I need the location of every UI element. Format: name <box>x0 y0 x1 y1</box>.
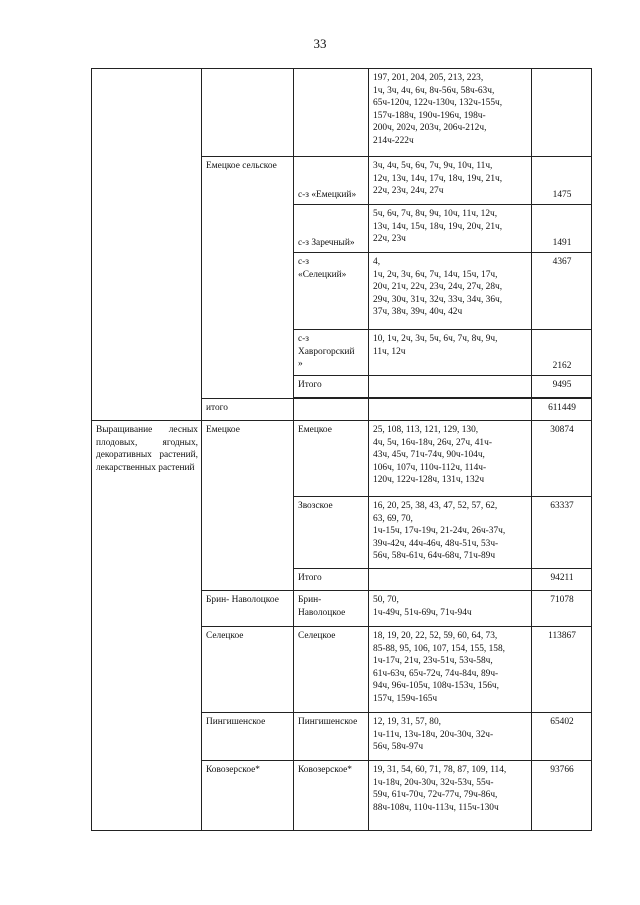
quarters-cell: 5ч, 6ч, 7ч, 8ч, 9ч, 10ч, 11ч, 12ч, 13ч, 14ч, 15ч, 18ч, 19ч, 20ч, 21ч, 22ч, 23ч <box>369 205 532 253</box>
area-cell: 9495 <box>532 376 592 398</box>
area-cell: 113867 <box>532 627 592 713</box>
quarters-cell: 19, 31, 54, 60, 71, 78, 87, 109, 114, 1ч-18ч, 20ч-30ч, 32ч-53ч, 55ч- 59ч, 61ч-70ч, 72ч-77ч, 79ч-86ч, 88ч-108ч, 110ч-113ч, 115ч-130ч <box>369 761 532 831</box>
quarters-cell: 4, 1ч, 2ч, 3ч, 6ч, 7ч, 14ч, 15ч, 17ч, 20ч, 21ч, 22ч, 23ч, 24ч, 27ч, 28ч, 29ч, 30ч, 31ч, 32ч, 33ч, 34ч, 36ч, 37ч, 38ч, 39ч, 40ч, 42ч <box>369 253 532 330</box>
area-cell: 65402 <box>532 713 592 761</box>
area-cell: 30874 <box>532 421 592 497</box>
area-cell: 71078 <box>532 591 592 627</box>
forestry-cell: с-з «Селецкий» <box>294 253 369 330</box>
quarters-cell: 10, 1ч, 2ч, 3ч, 5ч, 6ч, 7ч, 8ч, 9ч, 11ч, 12ч <box>369 330 532 376</box>
forestry-cell: Звозское <box>294 497 369 569</box>
quarters-cell <box>369 376 532 398</box>
forestry-cell: Селецкое <box>294 627 369 713</box>
table-row <box>92 69 592 157</box>
area-cell: 93766 <box>532 761 592 831</box>
area-cell: 4367 <box>532 253 592 330</box>
quarters-cell: 197, 201, 204, 205, 213, 223, 1ч, 3ч, 4ч, 6ч, 8ч-56ч, 58ч-63ч, 65ч-120ч, 122ч-130ч, 132ч-155ч, 157ч-188ч, 190ч-196ч, 198ч- 200ч, 202ч, 203ч, 206ч-212ч, 214ч-222ч <box>369 69 532 157</box>
area-cell: 94211 <box>532 569 592 591</box>
forestry-cell: с-з Заречный» <box>294 205 369 253</box>
quarters-cell: 12, 19, 31, 57, 80, 1ч-11ч, 13ч-18ч, 20ч-30ч, 32ч- 56ч, 58ч-97ч <box>369 713 532 761</box>
area-cell: 63337 <box>532 497 592 569</box>
total-label-cell: Итого <box>294 376 369 398</box>
area-cell: 1491 <box>532 205 592 253</box>
table-row <box>92 421 592 497</box>
quarters-cell: 50, 70, 1ч-49ч, 51ч-69ч, 71ч-94ч <box>369 591 532 627</box>
forestry-cell: с-з Хаврогорский » <box>294 330 369 376</box>
area-cell: 611449 <box>532 399 592 421</box>
quarters-cell: 16, 20, 25, 38, 43, 47, 52, 57, 62, 63, 69, 70, 1ч-15ч, 17ч-19ч, 21-24ч, 26ч-37ч, 39ч-42ч, 44ч-46ч, 48ч-51ч, 53ч- 56ч, 58ч-61ч, 64ч-68ч, 71ч-89ч <box>369 497 532 569</box>
quarters-cell <box>369 569 532 591</box>
total-label-cell: итого <box>202 399 294 421</box>
activity-cell-empty <box>92 69 202 421</box>
quarters-cell <box>369 399 532 421</box>
forest-use-table <box>91 68 592 831</box>
district-cell <box>202 69 294 157</box>
district-cell: Селецкое <box>202 627 294 713</box>
forestry-cell <box>294 399 369 421</box>
district-cell: Емецкое сельское <box>202 157 294 399</box>
forestry-cell: с-з «Емецкий» <box>294 157 369 205</box>
district-cell: Пингишенское <box>202 713 294 761</box>
district-cell: Ковозерское* <box>202 761 294 831</box>
page-number: 33 <box>313 36 327 51</box>
quarters-cell: 18, 19, 20, 22, 52, 59, 60, 64, 73, 85-88, 95, 106, 107, 154, 155, 158, 1ч-17ч, 21ч, 23ч-51ч, 53ч-58ч, 61ч-63ч, 65ч-72ч, 74ч-84ч, 89ч- 94ч, 96ч-105ч, 108ч-153ч, 156ч, 157ч, 159ч-165ч <box>369 627 532 713</box>
forestry-cell: Емецкое <box>294 421 369 497</box>
activity-cell: Выращивание лесных плодовых, ягодных, декоративных растений, лекарственных растений <box>92 421 202 831</box>
total-label-cell: Итого <box>294 569 369 591</box>
forestry-cell: Брин- Наволоцкое <box>294 591 369 627</box>
district-cell: Брин- Наволоцкое <box>202 591 294 627</box>
district-cell: Емецкое <box>202 421 294 591</box>
area-cell <box>532 69 592 157</box>
forestry-cell: Ковозерское* <box>294 761 369 831</box>
area-cell: 2162 <box>532 330 592 376</box>
quarters-cell: 3ч, 4ч, 5ч, 6ч, 7ч, 9ч, 10ч, 11ч, 12ч, 13ч, 14ч, 17ч, 18ч, 19ч, 21ч, 22ч, 23ч, 24ч, 27ч <box>369 157 532 205</box>
forestry-cell: Пингишенское <box>294 713 369 761</box>
forestry-cell <box>294 69 369 157</box>
quarters-cell: 25, 108, 113, 121, 129, 130, 4ч, 5ч, 16ч-18ч, 26ч, 27ч, 41ч- 43ч, 45ч, 71ч-74ч, 90ч-104ч, 106ч, 107ч, 110ч-112ч, 114ч- 120ч, 122ч-128ч, 131ч, 132ч <box>369 421 532 497</box>
area-cell: 1475 <box>532 157 592 205</box>
